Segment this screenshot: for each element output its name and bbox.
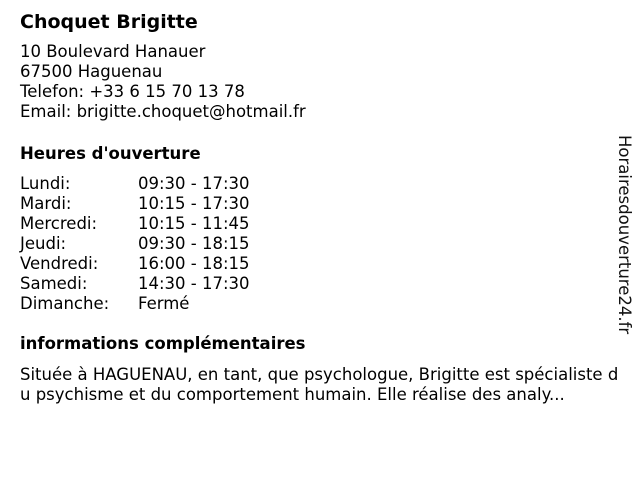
hours-time: 09:30 - 17:30 [138,174,250,193]
email-text: Email: brigitte.choquet@hotmail.fr [20,102,306,121]
site-watermark: Horairesdouverture24.fr [615,135,634,335]
hours-row-dimanche [20,294,250,314]
info-description: Située à HAGUENAU, en tant, que psychologue, Brigitte est spécialiste du psychisme et du comportement humain. Elle réalise des analy... [20,365,619,404]
hours-row-mercredi [20,214,250,234]
opening-hours-table [20,174,250,314]
hours-day: Dimanche: [20,294,110,313]
hours-time: 14:30 - 17:30 [138,274,250,293]
hours-heading: Heures d'ouverture [20,144,201,163]
hours-time: 10:15 - 17:30 [138,194,250,213]
hours-time: Fermé [138,294,190,313]
hours-day: Lundi: [20,174,71,193]
hours-row-jeudi [20,234,250,254]
hours-day: Mardi: [20,194,72,213]
hours-time: 16:00 - 18:15 [138,254,250,273]
address-line-city: 67500 Haguenau [20,62,163,81]
hours-row-samedi [20,274,250,294]
info-heading: informations complémentaires [20,334,306,353]
phone-text: Telefon: +33 6 15 70 13 78 [20,82,245,101]
hours-day: Vendredi: [20,254,99,273]
business-card [20,10,620,404]
hours-day: Samedi: [20,274,88,293]
business-name: Choquet Brigitte [20,11,198,33]
hours-day: Jeudi: [20,234,67,253]
hours-row-lundi [20,174,250,194]
hours-day: Mercredi: [20,214,98,233]
hours-row-mardi [20,194,250,214]
hours-time: 10:15 - 11:45 [138,214,250,233]
hours-time: 09:30 - 18:15 [138,234,250,253]
hours-row-vendredi [20,254,250,274]
address-line-street: 10 Boulevard Hanauer [20,42,206,61]
